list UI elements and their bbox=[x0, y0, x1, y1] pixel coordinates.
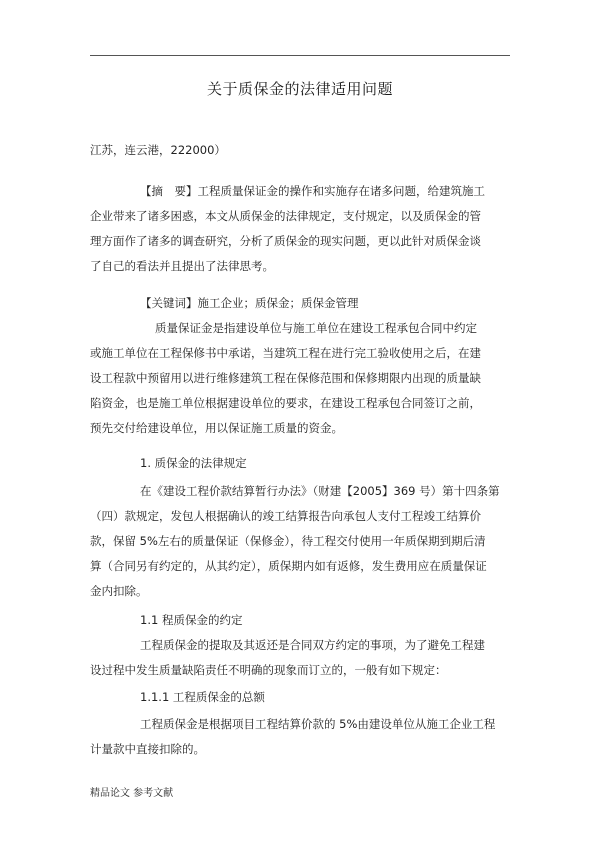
intro-line: 预先交付给建设单位，用以保证施工质量的资金。 bbox=[90, 421, 343, 435]
intro-line: 质量保证金是指建设单位与施工单位在建设工程承包合同中约定 bbox=[155, 321, 477, 335]
section1-line: 在《建设工程价款结算暂行办法》（财建【2005】369 号）第十四条第 bbox=[140, 484, 500, 498]
abstract-line: 企业带来了诸多困惑，本文从质保金的法律规定，支付规定，以及质保金的管 bbox=[90, 209, 481, 223]
subsection-line: 设过程中发生质量缺陷责任不明确的现象而订立的，一般有如下规定： bbox=[90, 663, 447, 677]
intro-line: 或施工单位在工程保修书中承诺，当建筑工程在进行完工验收使用之后，在建 bbox=[90, 346, 481, 360]
section1-line: 金内扣除。 bbox=[90, 584, 148, 598]
header-rule bbox=[90, 55, 510, 56]
footer-text: 精品论文 参考文献 bbox=[90, 788, 174, 799]
abstract-line: 理方面作了诸多的调查研究，分析了质保金的现实问题，更以此针对质保金谈 bbox=[90, 234, 481, 248]
abstract-line: 了自己的看法并且提出了法律思考。 bbox=[90, 259, 274, 273]
intro-line: 设工程款中预留用以进行维修建筑工程在保修范围和保修期限内出现的质量缺 bbox=[90, 371, 481, 385]
subsubsection-line: 工程质保金是根据项目工程结算价款的 5%由建设单位从施工企业工程 bbox=[140, 717, 496, 731]
subsection-heading: 1.1 程质保金的约定 bbox=[140, 613, 243, 627]
document-title: 关于质保金的法律适用问题 bbox=[206, 80, 393, 98]
section1-line: （四）款规定，发包人根据确认的竣工结算报告向承包人支付工程竣工结算价 bbox=[90, 509, 481, 523]
section-heading: 1. 质保金的法律规定 bbox=[140, 456, 247, 470]
affiliation: 江苏，连云港，222000） bbox=[90, 143, 226, 157]
keywords: 【关键词】施工企业；质保金；质保金管理 bbox=[140, 296, 359, 310]
subsection-line: 工程质保金的提取及其返还是合同双方约定的事项，为了避免工程建 bbox=[140, 638, 485, 652]
subsubsection-heading: 1.1.1 工程质保金的总额 bbox=[140, 690, 265, 704]
intro-line: 陷资金，也是施工单位根据建设单位的要求，在建设工程承包合同签订之前， bbox=[90, 396, 481, 410]
subsubsection-line: 计量款中直接扣除的。 bbox=[90, 742, 205, 756]
section1-line: 算（合同另有约定的，从其约定），质保期内如有返修，发生费用应在质量保证 bbox=[90, 559, 487, 573]
abstract-line: 【摘 要】工程质量保证金的操作和实施存在诸多问题，给建筑施工 bbox=[140, 184, 485, 198]
section1-line: 款，保留 5%左右的质量保证（保修金），待工程交付使用一年质保期到期后清 bbox=[90, 534, 486, 548]
